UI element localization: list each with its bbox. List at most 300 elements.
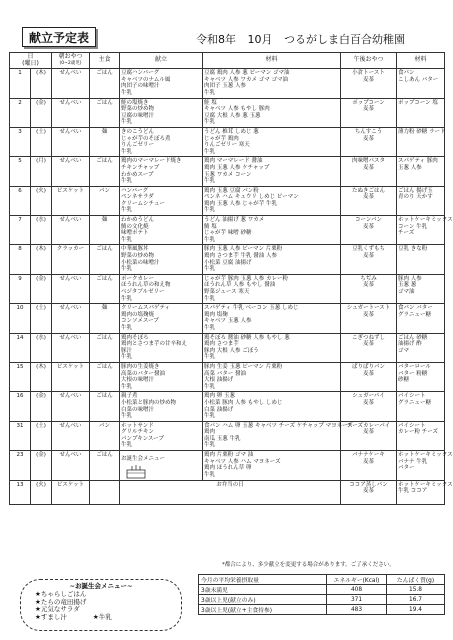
ingredient-item: 牛乳 bbox=[204, 442, 216, 449]
dish-item: クリームスパゲティ bbox=[121, 305, 171, 312]
ingredient-item: じゃが芋 味噌 砂糖 bbox=[204, 230, 252, 237]
staple: ごはん bbox=[90, 392, 120, 421]
menu-day-row bbox=[10, 69, 445, 98]
pm-ingredient-item: ホットケーキミックス bbox=[398, 481, 453, 488]
morning-snack: せんべい bbox=[52, 392, 90, 421]
header-month: 10月 bbox=[247, 33, 273, 46]
pm-ingredient-list bbox=[397, 451, 453, 481]
ingredient-list bbox=[203, 98, 341, 127]
pm-snack-item: チーズカレーパイ bbox=[346, 422, 391, 429]
dish-item: 大根の味噌汁 bbox=[121, 377, 155, 384]
dish-list bbox=[120, 98, 203, 127]
pm-snack-item: 麦茶 bbox=[362, 106, 374, 113]
nutrition-row-energy: 408 bbox=[327, 585, 387, 595]
dish-item: キャベツのナムル風 bbox=[121, 76, 171, 83]
menu-day-row bbox=[10, 480, 445, 505]
pm-ingredient-list bbox=[397, 304, 445, 333]
pm-ingredient-list bbox=[397, 127, 445, 156]
day-weekday: (水) bbox=[31, 216, 52, 245]
ingredient-item: 牛乳 bbox=[204, 119, 216, 126]
menu-day-row bbox=[10, 304, 445, 333]
pm-snack bbox=[341, 392, 397, 421]
dish-item: ポークカレー bbox=[121, 275, 155, 282]
ingredient-item: 牛乳 bbox=[204, 471, 216, 478]
pm-ingredient-item: バター 粉糖 bbox=[398, 370, 428, 377]
morning-snack: ビスケット bbox=[52, 480, 90, 505]
pm-snack-item: ポップコーン bbox=[352, 99, 385, 106]
pm-snack bbox=[341, 480, 397, 505]
day-weekday: (金) bbox=[31, 98, 52, 127]
ingredient-item: 牛乳 bbox=[204, 295, 216, 302]
day-number: 7 bbox=[10, 216, 31, 245]
pm-snack-item: 麦茶 bbox=[362, 76, 374, 83]
nutrition-table bbox=[198, 574, 445, 615]
pm-ingredient-list bbox=[397, 274, 445, 303]
menu-day-row bbox=[10, 98, 445, 127]
dish-item: コンソメスープ bbox=[121, 318, 159, 325]
morning-snack: ビスケット bbox=[52, 186, 90, 215]
menu-day-row bbox=[10, 392, 445, 421]
day-weekday: (火) bbox=[31, 480, 52, 505]
nutrition-row-protein: 15.8 bbox=[387, 585, 445, 595]
ingredient-list bbox=[203, 362, 341, 391]
ingredient-item: キャベツ 人参 もやし 豚肉 bbox=[204, 106, 270, 113]
pm-snack bbox=[341, 451, 397, 481]
morning-snack: せんべい bbox=[52, 69, 90, 98]
birthday-menu-item bbox=[35, 614, 167, 622]
birthday-menu-item: ★ちゃらしごはん bbox=[35, 589, 87, 598]
day-number: 6 bbox=[10, 186, 31, 215]
ingredient-item: 鶏肉 卵 玉葱 bbox=[204, 393, 235, 400]
dish-item: 小松菜の味噌汁 bbox=[121, 259, 160, 266]
pm-ingredient-item: パイシート bbox=[398, 422, 426, 429]
morning-snack: せんべい bbox=[52, 421, 90, 450]
ingredient-list bbox=[203, 333, 341, 362]
pm-ingredient-list bbox=[397, 157, 445, 186]
dish-item: 牛乳 bbox=[121, 119, 133, 126]
nutrition-row-label: 3歳以上児(献立のみ) bbox=[199, 595, 327, 605]
nutrition-protein-header: たんぱく質(g) bbox=[387, 575, 445, 585]
ingredient-list bbox=[203, 421, 353, 450]
ingredient-item: 豚肉 大根 人参 ごぼう bbox=[204, 347, 259, 354]
dish-item: 親子煮 bbox=[121, 393, 138, 400]
ingredient-item: 牛乳 bbox=[204, 236, 216, 243]
pm-snack-item: 麦茶 bbox=[362, 253, 374, 260]
morning-snack: せんべい bbox=[52, 127, 90, 156]
morning-snack: せんべい bbox=[52, 157, 90, 186]
dish-item: 牛乳 bbox=[121, 383, 133, 390]
pm-ingredient-item: カレー粉 チーズ bbox=[398, 429, 438, 436]
ingredient-item: 鶏肉 片栗粉 ゴマ 油 bbox=[204, 452, 254, 459]
ingredient-list bbox=[203, 157, 341, 186]
header-era: 令和8年 bbox=[196, 33, 236, 46]
ingredient-item: 鶏肉 ほうれん草 卵 bbox=[204, 465, 252, 472]
dish-item: 鶏肉そぼろ bbox=[121, 334, 149, 341]
dish-item: 牛乳 bbox=[121, 413, 133, 420]
menu-table bbox=[9, 52, 453, 505]
day-number: 5 bbox=[10, 157, 31, 186]
pm-snack-item: こぎつねずし bbox=[351, 334, 385, 341]
morning-snack: せんべい bbox=[52, 333, 90, 362]
header-snack-sub-label: (0~2歳児) bbox=[59, 60, 82, 66]
dish-item: 中華風豚丼 bbox=[121, 246, 149, 253]
pm-ingredient-item: ごはん 揚げ玉 bbox=[398, 187, 433, 194]
morning-snack: ビスケット bbox=[52, 362, 90, 391]
dish-item: 牛乳 bbox=[121, 148, 133, 155]
pm-snack-item: ココア蒸しパン bbox=[349, 481, 388, 488]
pm-snack-item: 麦茶 bbox=[362, 194, 374, 201]
pm-snack bbox=[341, 362, 397, 391]
ingredient-item: 豆腐 大根 人参 葱 玉葱 bbox=[204, 112, 261, 119]
ingredient-list bbox=[203, 451, 341, 481]
pm-snack-item: コーンパン bbox=[354, 217, 382, 224]
pm-ingredient-item: 青のり 天かす bbox=[398, 194, 433, 201]
day-number: 31 bbox=[10, 421, 31, 450]
ingredient-item: 鶏肉 玉葱 人参 じゃが芋 牛乳 bbox=[204, 200, 277, 207]
day-number: 13 bbox=[10, 480, 31, 505]
ingredient-item: 豚肉 玉葱 人参 ピーマン 片栗粉 bbox=[204, 246, 283, 253]
dish-item: 牛乳 bbox=[121, 442, 133, 449]
day-number: 14 bbox=[10, 333, 31, 362]
pm-ingredient-item: 薄力粉 砂糖 ラード bbox=[398, 128, 446, 135]
day-number: 15 bbox=[10, 362, 31, 391]
day-weekday: (金) bbox=[31, 392, 52, 421]
staple: 麺 bbox=[90, 304, 120, 333]
dish-item: ホットサンド bbox=[121, 422, 154, 429]
dish-item: わかめスープ bbox=[121, 171, 154, 178]
dish-item: 牛乳 bbox=[121, 354, 133, 361]
pm-snack-item: 肉味噌パスタ bbox=[351, 158, 385, 165]
dish-item: 肉団子の味噌汁 bbox=[121, 83, 160, 90]
header-snack-label: 朝おやつ bbox=[58, 53, 83, 60]
pm-snack bbox=[341, 216, 397, 245]
ingredient-item: じゃが芋 鶏肉 bbox=[204, 135, 239, 142]
dish-item: 野菜の炒め物 bbox=[121, 253, 155, 260]
day-weekday: (木) bbox=[31, 362, 52, 391]
morning-snack: せんべい bbox=[52, 216, 90, 245]
pm-ingredient-item: 豚肉 人参 bbox=[398, 275, 422, 282]
ingredient-item: 鯖 塩 bbox=[204, 223, 217, 230]
pm-snack bbox=[341, 245, 397, 274]
header-pm-snack-cell: 午後おやつ bbox=[341, 53, 397, 69]
pm-snack-item: 麦茶 bbox=[362, 488, 374, 495]
ingredient-item: ほうれん草 人参 もやし 醤油 bbox=[204, 282, 276, 289]
day-number: 1 bbox=[10, 69, 31, 98]
pm-snack-item: 麦茶 bbox=[362, 282, 374, 289]
dish-item: ほうれん草の和え物 bbox=[121, 282, 171, 289]
nutrition-header-row bbox=[199, 575, 445, 585]
nutrition-row-energy: 483 bbox=[327, 605, 387, 615]
pm-ingredient-item: 玉葱 人参 bbox=[398, 164, 422, 171]
pm-snack-item: ちぢみ bbox=[360, 275, 377, 282]
ingredient-item: 牛乳 bbox=[204, 324, 216, 331]
menu-day-row bbox=[10, 451, 445, 481]
pm-ingredient-list bbox=[397, 216, 453, 245]
dish-list bbox=[120, 127, 203, 156]
pm-snack bbox=[341, 186, 397, 215]
ingredient-item: 豆腐 鶏肉 人参 葱 ピーマン ゴマ油 bbox=[204, 70, 290, 77]
pm-ingredient-list bbox=[397, 333, 445, 362]
birthday-menu-item-milk: ★牛乳 bbox=[92, 613, 112, 622]
dish-item: チキンチャップ bbox=[121, 164, 160, 171]
menu-day-row bbox=[10, 274, 445, 303]
dish-item: 高菜のバター醤油 bbox=[121, 370, 166, 377]
dish-list bbox=[120, 333, 203, 362]
dish-item: 牛乳 bbox=[121, 324, 133, 331]
header-school: つるがしま白百合幼稚園 bbox=[284, 33, 405, 46]
pm-snack-item: シュガートースト bbox=[346, 305, 391, 312]
pm-ingredient-item: 砂糖 bbox=[398, 377, 410, 384]
pm-ingredient-item: 食パン バター bbox=[398, 305, 433, 312]
pm-ingredient-item: コーン 牛乳 bbox=[398, 223, 428, 230]
menu-day-row bbox=[10, 362, 445, 391]
header-snack-cell bbox=[52, 53, 90, 69]
pm-snack-item: 麦茶 bbox=[362, 223, 374, 230]
menu-day-row bbox=[10, 186, 445, 215]
pm-ingredient-list bbox=[397, 245, 445, 274]
pm-snack-item: 麦茶 bbox=[362, 399, 374, 406]
day-number: 8 bbox=[10, 245, 31, 274]
pm-ingredient-list bbox=[397, 421, 445, 450]
ingredient-item: 牛乳 bbox=[204, 207, 216, 214]
ingredient-item: 鶏肉 玉葱 人参 ケチャップ bbox=[204, 164, 270, 171]
day-weekday: (土) bbox=[31, 421, 52, 450]
page-title: 献立予定表 bbox=[22, 27, 96, 47]
pm-snack-item: 麦茶 bbox=[362, 164, 374, 171]
staple bbox=[90, 480, 120, 505]
staple: 麺 bbox=[90, 216, 120, 245]
pm-snack-item: 豆乳くずもち bbox=[351, 246, 385, 253]
dish-item: 鶏肉の塩麹焼 bbox=[121, 311, 155, 318]
pm-snack-item: シュガーパイ bbox=[352, 393, 385, 400]
ingredient-list bbox=[203, 186, 341, 215]
change-notice: *都合により、多少献立を変更する場合があります。ご了承ください。 bbox=[222, 562, 395, 568]
pm-ingredient-item: 油揚げ 酢 bbox=[398, 341, 422, 348]
ingredient-item: 肉団子 玉葱 人参 bbox=[204, 83, 246, 90]
nutrition-row-label: 3歳以上児(献立+主食持参) bbox=[199, 605, 327, 615]
ingredient-item: キャベツ 人参 ワカメ ゴマ ゴマ油 bbox=[204, 76, 288, 83]
pm-snack-item: 麦茶 bbox=[362, 429, 374, 436]
menu-day-row bbox=[10, 333, 445, 362]
day-weekday: (金) bbox=[31, 451, 52, 481]
morning-snack: せんべい bbox=[52, 451, 90, 481]
pm-ingredient-item: 食パン bbox=[398, 70, 415, 77]
dish-item: パンプキンスープ bbox=[121, 435, 165, 442]
ingredient-item: スパゲティ 牛乳 ベーコン 玉葱 しめじ bbox=[204, 305, 299, 312]
day-weekday: (水) bbox=[31, 333, 52, 362]
nutrition-row-label: 3歳未満児 bbox=[199, 585, 327, 595]
dish-list bbox=[120, 216, 203, 245]
pm-ingredient-item: グラニュー糖 bbox=[398, 311, 432, 318]
header-ingredients-cell: 材料 bbox=[203, 53, 341, 69]
staple: ごはん bbox=[90, 274, 120, 303]
staple: ごはん bbox=[90, 157, 120, 186]
dish-item: 豆腐の味噌汁 bbox=[121, 112, 155, 119]
menu-body bbox=[10, 69, 453, 505]
dish-list bbox=[120, 274, 203, 303]
dish-list bbox=[120, 186, 203, 215]
dish-item: 鮭の塩焼き bbox=[121, 99, 149, 106]
ingredient-item: うどん 油揚げ 葱 ワカメ bbox=[204, 217, 265, 224]
day-weekday: (木) bbox=[31, 245, 52, 274]
pm-ingredient-item: バターロール bbox=[398, 363, 431, 370]
ingredient-item: 鶏肉 さつま芋 牛乳 醤油 人参 bbox=[204, 253, 277, 260]
nutrition-title: 今月の平均栄養摂取量 bbox=[199, 575, 327, 585]
header-info bbox=[196, 31, 441, 47]
morning-snack: クラッカー bbox=[52, 245, 90, 274]
pm-ingredient-item: チーズ bbox=[398, 230, 415, 237]
ingredient-item: 鶏肉 マーマレード 醤油 bbox=[204, 158, 263, 165]
ingredient-item: 鶏そぼろ 醤油 砂糖 人参 もやし 葱 bbox=[204, 334, 290, 341]
pm-snack bbox=[341, 157, 397, 186]
menu-day-row bbox=[10, 421, 445, 450]
dish-item: 鯖の文化焼 bbox=[121, 223, 149, 230]
dish-item: きのこうどん bbox=[121, 128, 155, 135]
ingredient-list bbox=[203, 127, 341, 156]
morning-snack: せんべい bbox=[52, 274, 90, 303]
ingredient-item: りんごゼリー 寒天 bbox=[204, 142, 250, 149]
ingredient-item: うどん 椎茸 しめじ 葱 bbox=[204, 128, 259, 135]
bento-day-label: お弁当の日 bbox=[120, 480, 341, 505]
day-number: 23 bbox=[10, 451, 31, 481]
pm-snack-item: 小倉トースト bbox=[352, 70, 385, 77]
dish-item: わかめうどん bbox=[121, 217, 155, 224]
header-day-label: 日 bbox=[27, 53, 34, 60]
dish-item: ハンバーグ bbox=[121, 187, 149, 194]
dish-item: ベジタブルゼリー bbox=[121, 289, 165, 295]
day-weekday: (月) bbox=[31, 157, 52, 186]
pm-ingredient-list bbox=[397, 98, 445, 127]
birthday-menu-item: ★たらの竜田揚げ bbox=[35, 597, 87, 606]
pm-ingredient-item: スパゲティ 豚肉 bbox=[398, 158, 438, 165]
pm-snack bbox=[341, 98, 397, 127]
pm-snack-item: 麦茶 bbox=[362, 458, 374, 465]
dish-list bbox=[120, 362, 203, 391]
day-weekday: (木) bbox=[31, 69, 52, 98]
ingredient-item: 野菜ジュース 寒天 bbox=[204, 289, 250, 295]
pm-ingredient-list bbox=[397, 69, 445, 98]
staple: ごはん bbox=[90, 333, 120, 362]
pm-ingredient-item: ごはん 砂糖 bbox=[398, 334, 428, 341]
pm-snack-item: ぱりぱりパン bbox=[351, 363, 385, 370]
pm-snack bbox=[341, 421, 397, 450]
dish-list bbox=[120, 421, 203, 450]
day-number: 10 bbox=[10, 304, 31, 333]
ingredient-item: キャベツ 玉葱 人参 bbox=[204, 318, 252, 325]
ingredient-item: 高菜 バター 醤油 bbox=[204, 370, 246, 377]
pm-snack-item: 麦茶 bbox=[362, 311, 374, 318]
nutrition-row-protein: 19.4 bbox=[387, 605, 445, 615]
birthday-menu-item: ★元気なサラダ bbox=[35, 605, 80, 614]
staple: パン bbox=[90, 421, 120, 450]
pm-ingredient-item: 豆乳 きな粉 bbox=[398, 246, 428, 253]
ingredient-item: 白菜 油揚げ bbox=[204, 406, 234, 413]
ingredient-item: 食パン ハム 卵 玉葱 キャベツ チーズ ケチャップ マヨネーズ bbox=[204, 422, 353, 429]
day-weekday: (火) bbox=[31, 186, 52, 215]
menu-day-row bbox=[10, 157, 445, 186]
staple: パン bbox=[90, 186, 120, 215]
pm-ingredient-item: こしあん バター bbox=[398, 76, 439, 83]
dish-item: 鶏肉とさつま芋の甘辛和え bbox=[121, 341, 188, 348]
dish-item: 牛乳 bbox=[121, 89, 133, 96]
dish-item: 鶏肉のマーマレード焼き bbox=[121, 158, 182, 165]
ingredient-item: 鶏肉 玉葱 豆腐 パン粉 bbox=[204, 187, 259, 194]
birthday-menu-box bbox=[20, 579, 182, 631]
header-staple-cell: 主食 bbox=[90, 53, 120, 69]
dish-item: 小松菜と豚肉の炒め物 bbox=[121, 399, 177, 406]
dish-item: 牛乳 bbox=[121, 266, 133, 273]
day-number: 2 bbox=[10, 98, 31, 127]
menu-day-row bbox=[10, 216, 445, 245]
ingredient-item: 牛乳 bbox=[204, 383, 216, 390]
ingredient-item: 鮭 塩 bbox=[204, 99, 217, 106]
ingredient-item: 牛乳 bbox=[204, 148, 216, 155]
nutrition-energy-header: エネルギー(Kcal) bbox=[327, 575, 387, 585]
staple: 麺 bbox=[90, 127, 120, 156]
header-pm-ingredients-cell: 材料 bbox=[397, 53, 445, 69]
dish-item: 牛乳 bbox=[121, 236, 133, 243]
pm-ingredient-item: パイシート bbox=[398, 393, 426, 400]
morning-snack: せんべい bbox=[52, 98, 90, 127]
nutrition-row bbox=[199, 595, 445, 605]
dish-item: じゃが芋のそぼろ煮 bbox=[121, 135, 171, 142]
pm-snack bbox=[341, 127, 397, 156]
birthday-menu-title: ~お誕生会メニュー~ bbox=[69, 582, 133, 590]
dish-item: 牛乳 bbox=[121, 207, 133, 214]
pm-ingredient-list bbox=[397, 480, 453, 505]
dish-list bbox=[120, 304, 203, 333]
dish-item: 豚汁 bbox=[121, 347, 133, 354]
pm-ingredient-item: ホットケーキミックス bbox=[398, 452, 453, 459]
ingredient-item: 牛乳 bbox=[204, 413, 216, 420]
birthday-menu-item-soup: ★すまし汁 bbox=[35, 613, 67, 622]
pm-ingredient-list bbox=[397, 392, 445, 421]
ingredient-item: 鶏肉 bbox=[204, 429, 216, 436]
header-day-cell bbox=[10, 53, 52, 69]
nutrition-row bbox=[199, 585, 445, 595]
ingredient-item: 牛乳 bbox=[204, 89, 216, 96]
dish-list bbox=[120, 245, 203, 274]
birthday-menu-label: お誕生会メニュー bbox=[121, 456, 166, 463]
ingredient-list bbox=[203, 245, 341, 274]
pm-snack-item: 麦茶 bbox=[362, 370, 374, 377]
staple: ごはん bbox=[90, 451, 120, 481]
ingredient-item: 牛乳 bbox=[204, 354, 216, 361]
ingredient-item: 小松菜 豚肉 人参 もやし しめじ bbox=[204, 399, 283, 406]
nutrition-row bbox=[199, 605, 445, 615]
ingredient-item: じゃが芋 豚肉 玉葱 人参 カレー粉 bbox=[204, 275, 288, 282]
pm-snack-item: 麦茶 bbox=[362, 135, 374, 142]
ingredient-item: ペンネ ハム キュウリ しめじ ピーマン bbox=[204, 194, 299, 201]
pm-ingredient-item: 玉葱 葱 bbox=[398, 282, 417, 289]
dish-item: 牛乳 bbox=[121, 295, 133, 302]
ingredient-item: 鶏肉 さつま芋 bbox=[204, 341, 239, 348]
dish-item: 味噌ポテト bbox=[121, 230, 149, 237]
day-number: 3 bbox=[10, 127, 31, 156]
ingredient-item: 豚肉 生姜 玉葱 ピーマン 片栗粉 bbox=[204, 363, 283, 370]
header-dishes-cell: 献立 bbox=[120, 53, 203, 69]
day-weekday: (金) bbox=[31, 274, 52, 303]
nutrition-row-energy: 371 bbox=[327, 595, 387, 605]
pm-snack-item: バナナケーキ bbox=[352, 452, 385, 459]
dish-list bbox=[120, 157, 203, 186]
ingredient-item: 牛乳 bbox=[204, 178, 216, 185]
day-number: 16 bbox=[10, 392, 31, 421]
header-weekday-label: (曜日) bbox=[22, 59, 39, 67]
dish-item: 白菜の味噌汁 bbox=[121, 406, 155, 413]
morning-snack: せんべい bbox=[52, 304, 90, 333]
dish-item: 牛乳 bbox=[121, 178, 133, 185]
